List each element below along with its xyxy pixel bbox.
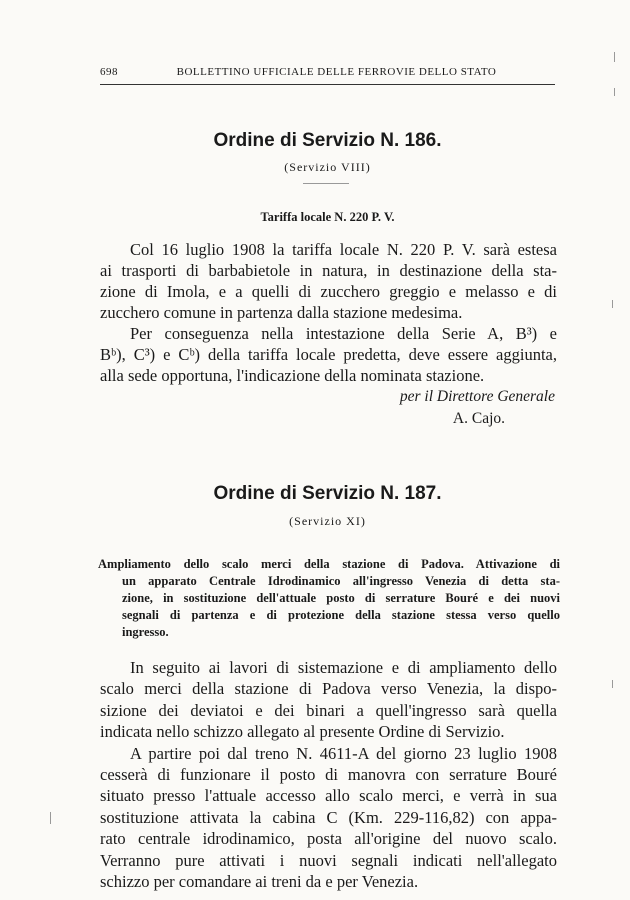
scan-mark xyxy=(612,680,613,688)
text-line: zione di Imola, e a quelli di zucchero greggio e melasso e di xyxy=(100,282,557,301)
order-186-signature xyxy=(100,386,555,430)
text-line: indicata nello schizzo allegato al presente Ordine di Servizio. xyxy=(100,722,505,742)
order-186-tariff-heading: Tariffa locale N. 220 P. V. xyxy=(260,210,395,224)
text-line: In seguito ai lavori di sistemazione e di ampliamento dello xyxy=(130,658,557,677)
text-line: schizzo per comandare ai treni da e per Venezia. xyxy=(100,872,419,892)
order-187-abstract xyxy=(98,556,560,641)
order-187-body xyxy=(100,657,557,892)
scan-mark xyxy=(614,52,615,62)
text-line: Verranno pure attivati i nuovi segnali indicati nell'allegato xyxy=(100,850,557,870)
scan-mark xyxy=(50,812,51,824)
text-line: zione, in sostituzione dell'attuale posto di serrature Bouré e dei nuovi xyxy=(122,591,560,605)
section-divider xyxy=(303,183,349,184)
page-number: 698 xyxy=(100,66,118,78)
text-line: Ampliamento dello scalo merci della stazione di Padova. Attivazione di xyxy=(98,557,560,571)
text-line: Per conseguenza nella intestazione della Serie A, B³) e xyxy=(130,324,557,343)
running-head xyxy=(100,66,555,85)
text-line: rato centrale idrodinamico, posta all'origine del nuovo scalo. xyxy=(100,829,557,849)
order-187-service: (Servizio XI) xyxy=(289,514,366,528)
order-186-title: Ordine di Servizio N. 186. xyxy=(213,130,442,151)
signature-name: A. Cajo. xyxy=(452,410,505,427)
text-line: segnali di partenza e di protezione della stazione stessa verso quello xyxy=(122,608,560,622)
signature-role: per il Direttore Generale xyxy=(399,388,555,405)
text-line: Col 16 luglio 1908 la tariffa locale N. 220 P. V. sarà estesa xyxy=(130,240,557,259)
text-line: scalo merci della stazione di Padova verso Venezia, la dispo- xyxy=(100,679,557,699)
order-186-body xyxy=(100,239,557,386)
text-line: alla sede opportuna, l'indicazione della nominata stazione. xyxy=(100,366,485,385)
scan-mark xyxy=(614,88,615,96)
text-line: A partire poi dal treno N. 4611-A del giorno 23 luglio 1908 xyxy=(130,743,557,763)
text-line: zucchero comune in partenza dalla stazione medesima. xyxy=(100,303,463,322)
text-line: ingresso. xyxy=(122,625,169,639)
order-187-title: Ordine di Servizio N. 187. xyxy=(213,483,442,504)
order-186-service: (Servizio VIII) xyxy=(284,160,371,174)
journal-title: BOLLETTINO UFFICIALE DELLE FERROVIE DELLO STATO xyxy=(176,66,497,78)
text-line: sizione dei deviatoi e dei binari a quell'ingresso sarà quella xyxy=(100,700,557,720)
text-line: ai trasporti di barbabietole in natura, in destinazione della sta- xyxy=(100,261,557,280)
text-line: sostituzione attivata la cabina C (Km. 229-116,82) con appa- xyxy=(100,807,557,827)
scan-mark xyxy=(612,300,613,308)
text-line: un apparato Centrale Idrodinamico all'ingresso Venezia di detta sta- xyxy=(122,574,560,588)
text-line: Bᵇ), C³) e Cᵇ) della tariffa locale predetta, deve essere aggiunta, xyxy=(100,345,557,364)
text-line: cesserà di funzionare il posto di manovra con serrature Bouré xyxy=(100,765,557,785)
text-line: situato presso l'attuale accesso allo scalo merci, e verrà in sua xyxy=(100,786,557,806)
